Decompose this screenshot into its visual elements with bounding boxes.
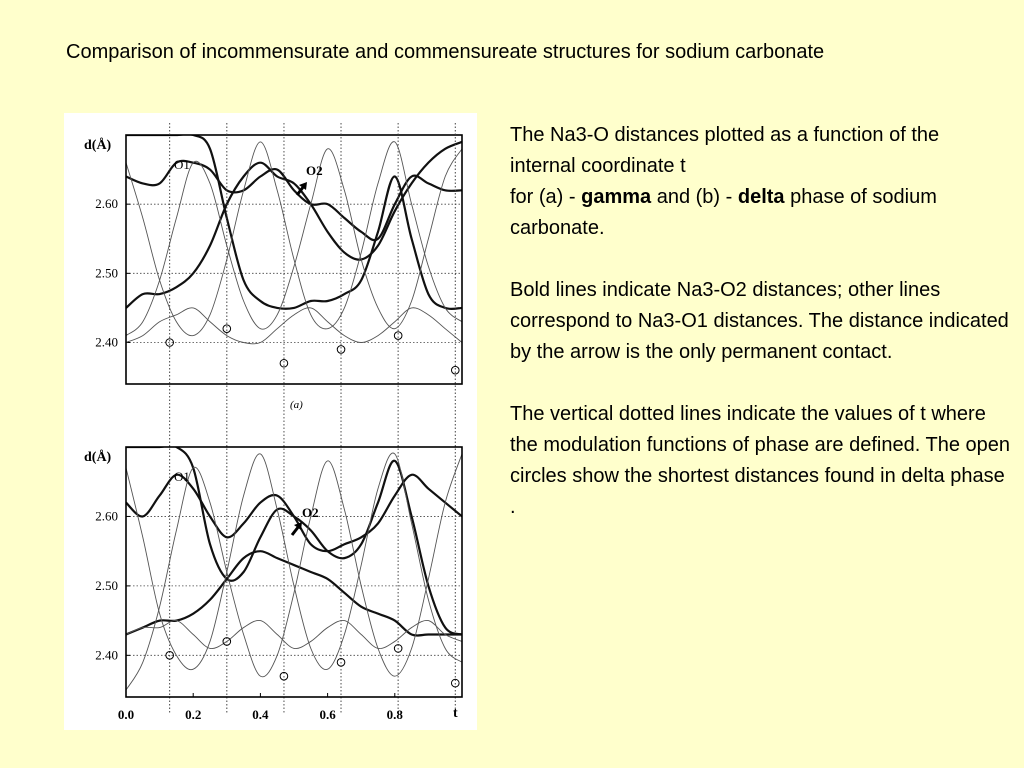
description-paragraph-2: Bold lines indicate Na3-O2 distances; other lines correspond to Na3-O1 distances. The distance indicated by the arrow is the only permanent contact. [510,279,1009,363]
slide-title: Comparison of incommensurate and commensureate structures for sodium carbonate [66,41,825,63]
p1-for-a: for (a) - [510,186,582,208]
panel-b-xtick-label: 0.4 [252,707,269,722]
description-text [510,120,1010,523]
panel-b-ytick-label: 2.50 [95,577,118,593]
panel-b-ylabel: d(Å) [84,450,112,465]
panel-a-shortest-distance-circle [394,332,402,340]
panel-a-o2-label: O2 [306,163,323,178]
panel-b-o1-distance-line [126,453,462,670]
p3-period: . [510,496,516,518]
gamma-phase-label: gamma [581,186,652,208]
p1-intro: The Na3-O distances plotted as a function of the internal coordinate t [510,124,940,177]
panel-a-o2-distance-line [126,161,462,240]
panel-a-ytick-label: 2.40 [95,334,118,350]
panel-a-o1-distance-line [126,308,462,344]
p3-text: The vertical dotted lines indicate the values of t where the modulation functions of phase are defined. The open circles show the shortest distances found in delta phase [510,403,1010,487]
panel-a-ytick-label: 2.60 [95,196,118,212]
description-paragraph-3 [510,399,1010,523]
distance-plot-figure [64,113,477,730]
panel-b-ytick-label: 2.40 [95,647,118,663]
delta-phase-label: delta [737,186,785,208]
panel-a-panel-label: (a) [290,399,303,411]
panel-a-ylabel: d(Å) [84,138,112,153]
p1-and-b: and (b) - [651,186,738,208]
panel-a-shortest-distance-circle [337,346,345,354]
panel-a-ytick-label: 2.50 [95,265,118,281]
panel-b-xlabel: t [452,706,458,721]
panel-b-xtick-label: 0.6 [319,707,336,722]
panel-b-o1-label: O1 [174,469,190,484]
panel-a-group [84,123,462,713]
p1-end: phase of sodium carbonate. [510,186,937,239]
panel-b-frame [126,447,462,697]
panel-b-xtick-label: 0.2 [185,707,202,722]
panel-a-o1-label: O1 [174,157,190,172]
description-paragraph-1 [510,120,1010,244]
distance-plot-svg [64,113,477,730]
panel-b-xtick-label: 0.8 [386,707,403,722]
panel-b-xtick-label: 0.0 [117,707,135,722]
panel-b-o2-label: O2 [302,505,319,520]
panel-b-ytick-label: 2.60 [95,508,118,524]
